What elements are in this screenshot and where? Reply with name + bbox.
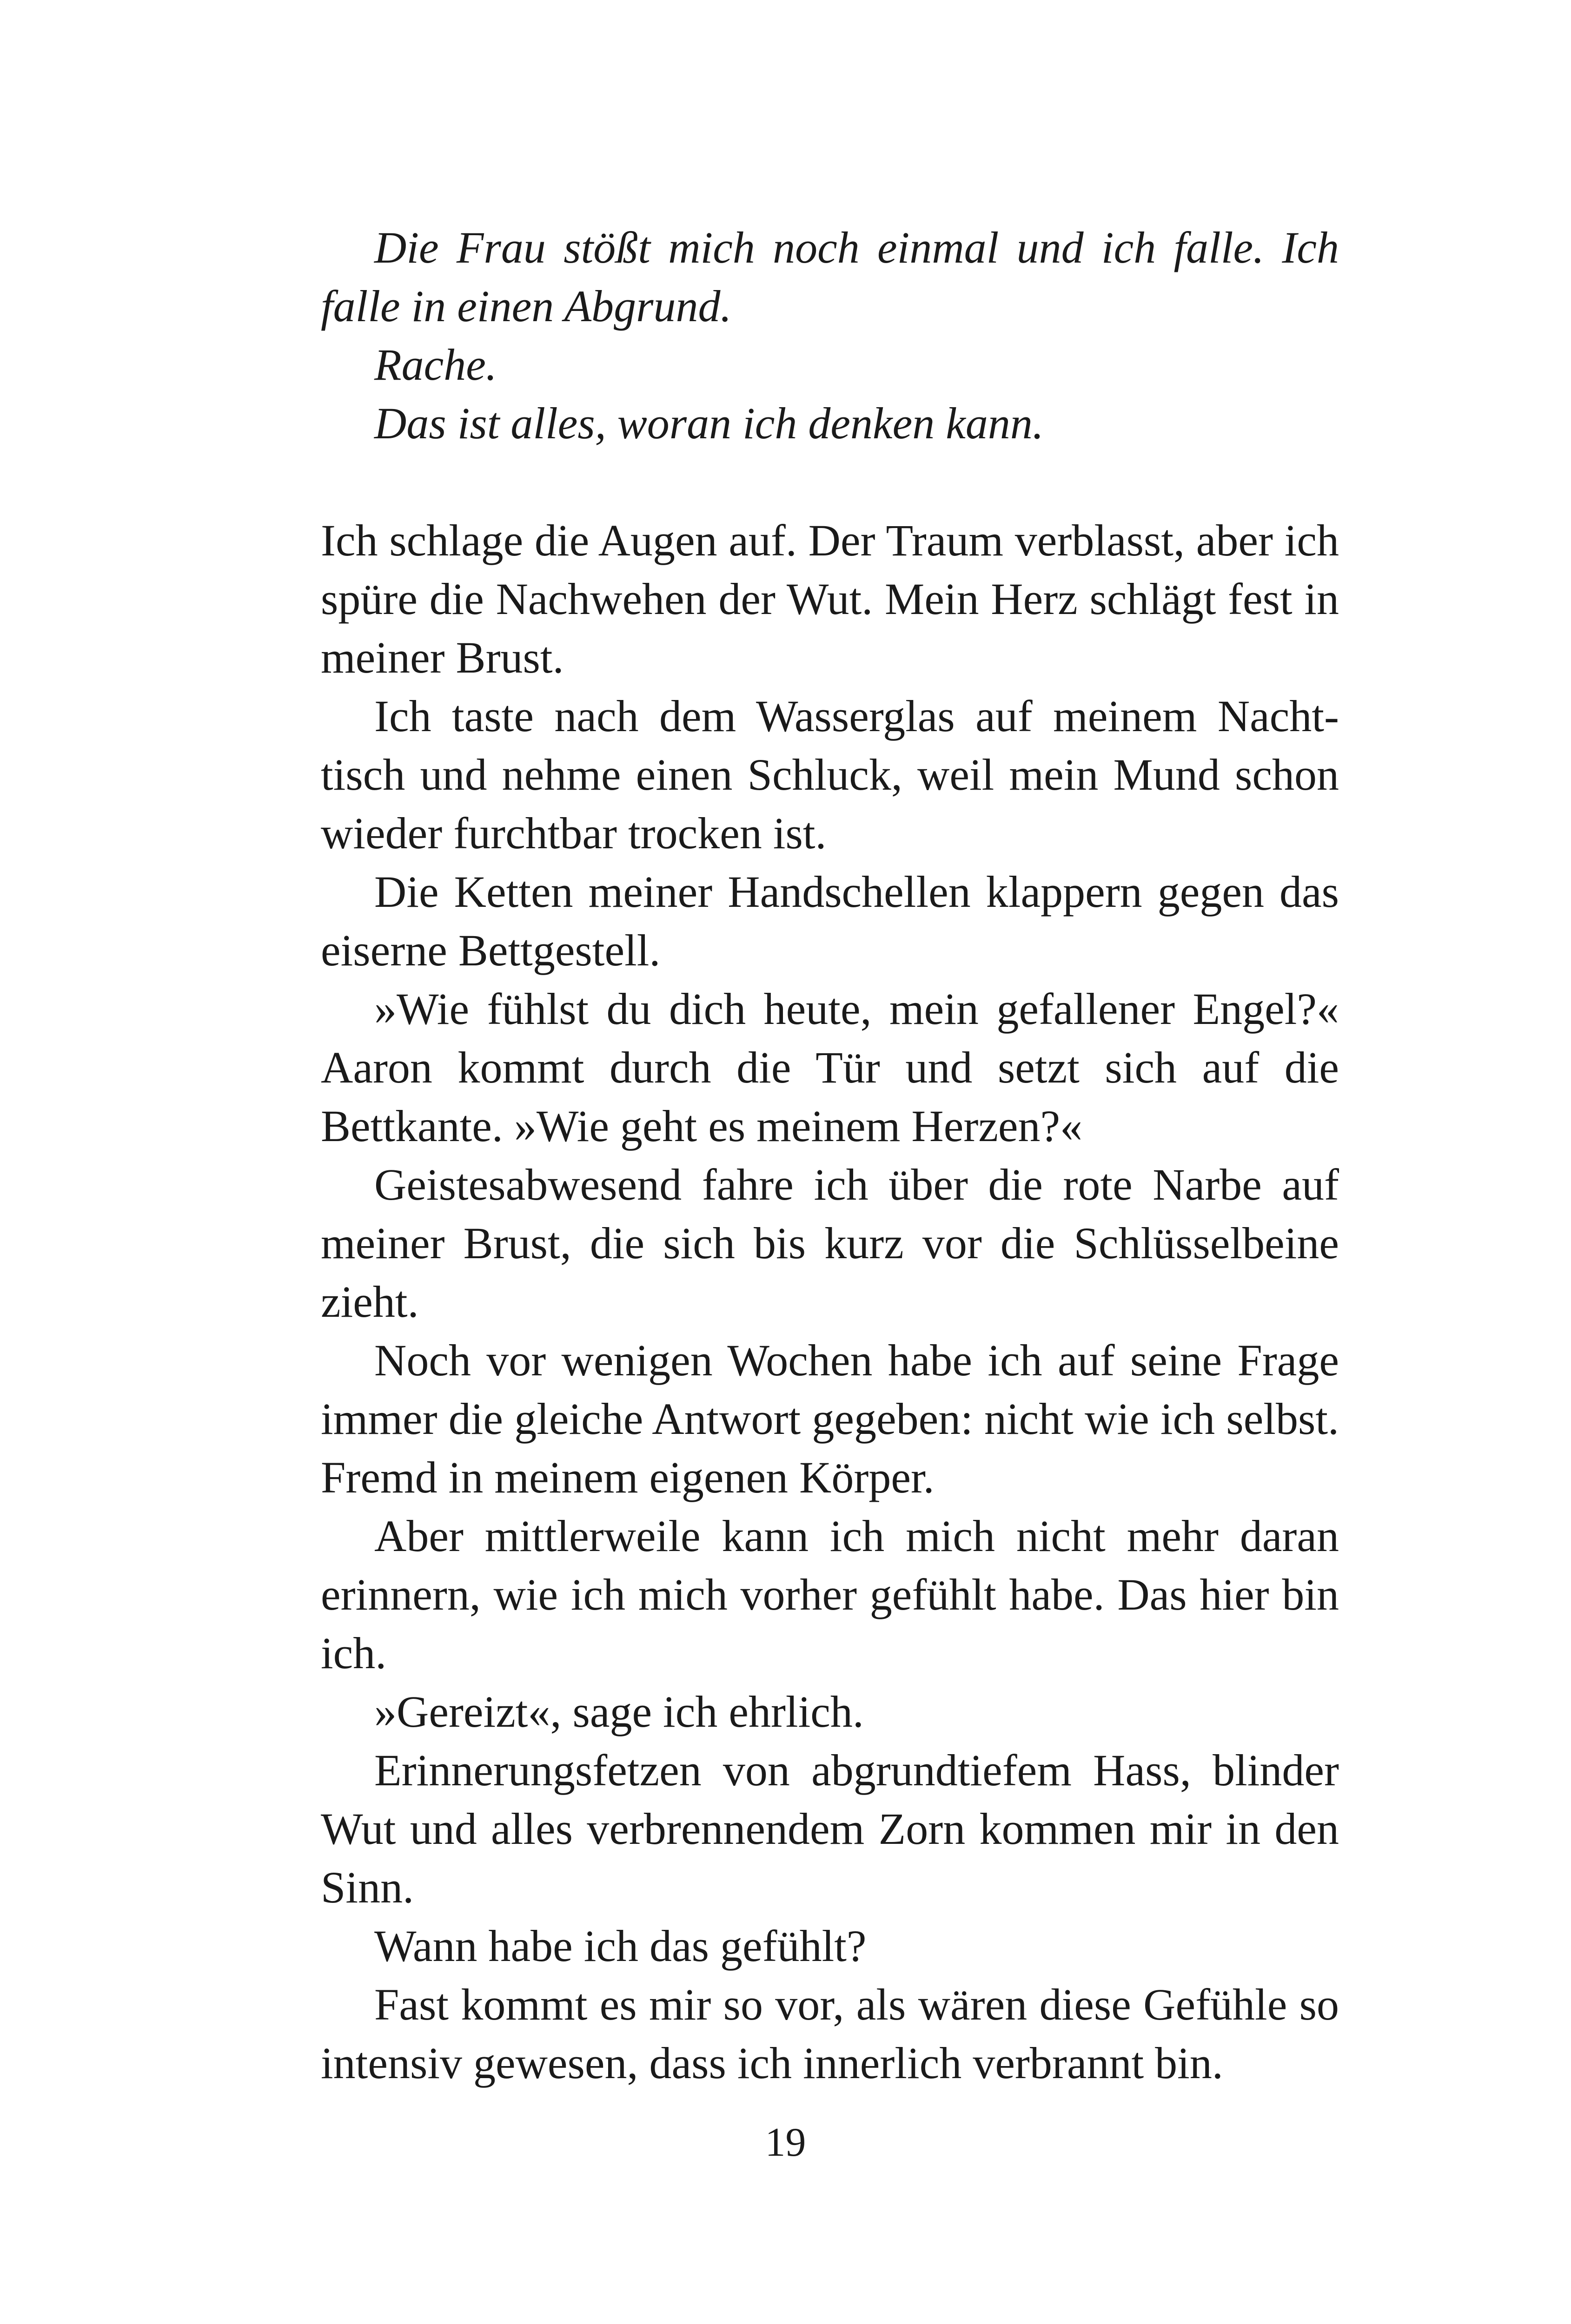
paragraph-10: Wann habe ich das gefühlt? (374, 1921, 867, 1971)
paragraph-8: »Gereizt«, sage ich ehrlich. (374, 1687, 864, 1736)
dream-line-3: Das ist alles, woran ich denken kann. (374, 398, 1044, 448)
paragraph-11: Fast kommt es mir so vor, als wären diese Gefühle so intensiv gewesen, dass ich innerlich verbrannt bin. (321, 1980, 1339, 2088)
main-text (321, 511, 1339, 2093)
paragraph-4: »Wie fühlst du dich heute, mein gefallener Engel?« Aaron kommt durch die Tür und setzt sich auf die Bettkante. »Wie geht es meinem Herzen?« (321, 984, 1339, 1151)
paragraph-2: Ich taste nach dem Wasserglas auf meinem Nachttisch und nehme einen Schluck, weil mein Mund schon wieder furchtbar trocken ist. (321, 691, 1339, 858)
paragraph-5: Geistesabwesend fahre ich über die rote Narbe auf meiner Brust, die sich bis kurz vor die Schlüsselbeine zieht. (321, 1160, 1339, 1327)
dream-line-2: Rache. (374, 340, 497, 390)
dream-line-1: Die Frau stößt mich noch einmal und ich falle. Ich falle in einen Abgrund. (321, 223, 1339, 331)
paragraph-1: Ich schlage die Augen auf. Der Traum verblasst, aber ich spüre die Nachwehen der Wut. Mein Herz schlägt fest in meiner Brust. (321, 515, 1339, 682)
paragraph-7: Aber mittlerweile kann ich mich nicht mehr daran erinnern, wie ich mich vorher gefühlt habe. Das hier bin ich. (321, 1511, 1339, 1678)
dream-passage (321, 218, 1339, 453)
paragraph-3: Die Ketten meiner Handschellen klappern gegen das eiserne Bettgestell. (321, 867, 1339, 975)
page-number: 19 (765, 2120, 806, 2165)
paragraph-9: Erinnerungsfetzen von abgrundtiefem Hass, blinder Wut und alles verbrennendem Zorn kommen mir in den Sinn. (321, 1745, 1339, 1912)
paragraph-6: Noch vor wenigen Wochen habe ich auf seine Frage immer die gleiche Antwort gegeben: nicht wie ich selbst. Fremd in meinem eigenen Körper. (321, 1335, 1339, 1502)
